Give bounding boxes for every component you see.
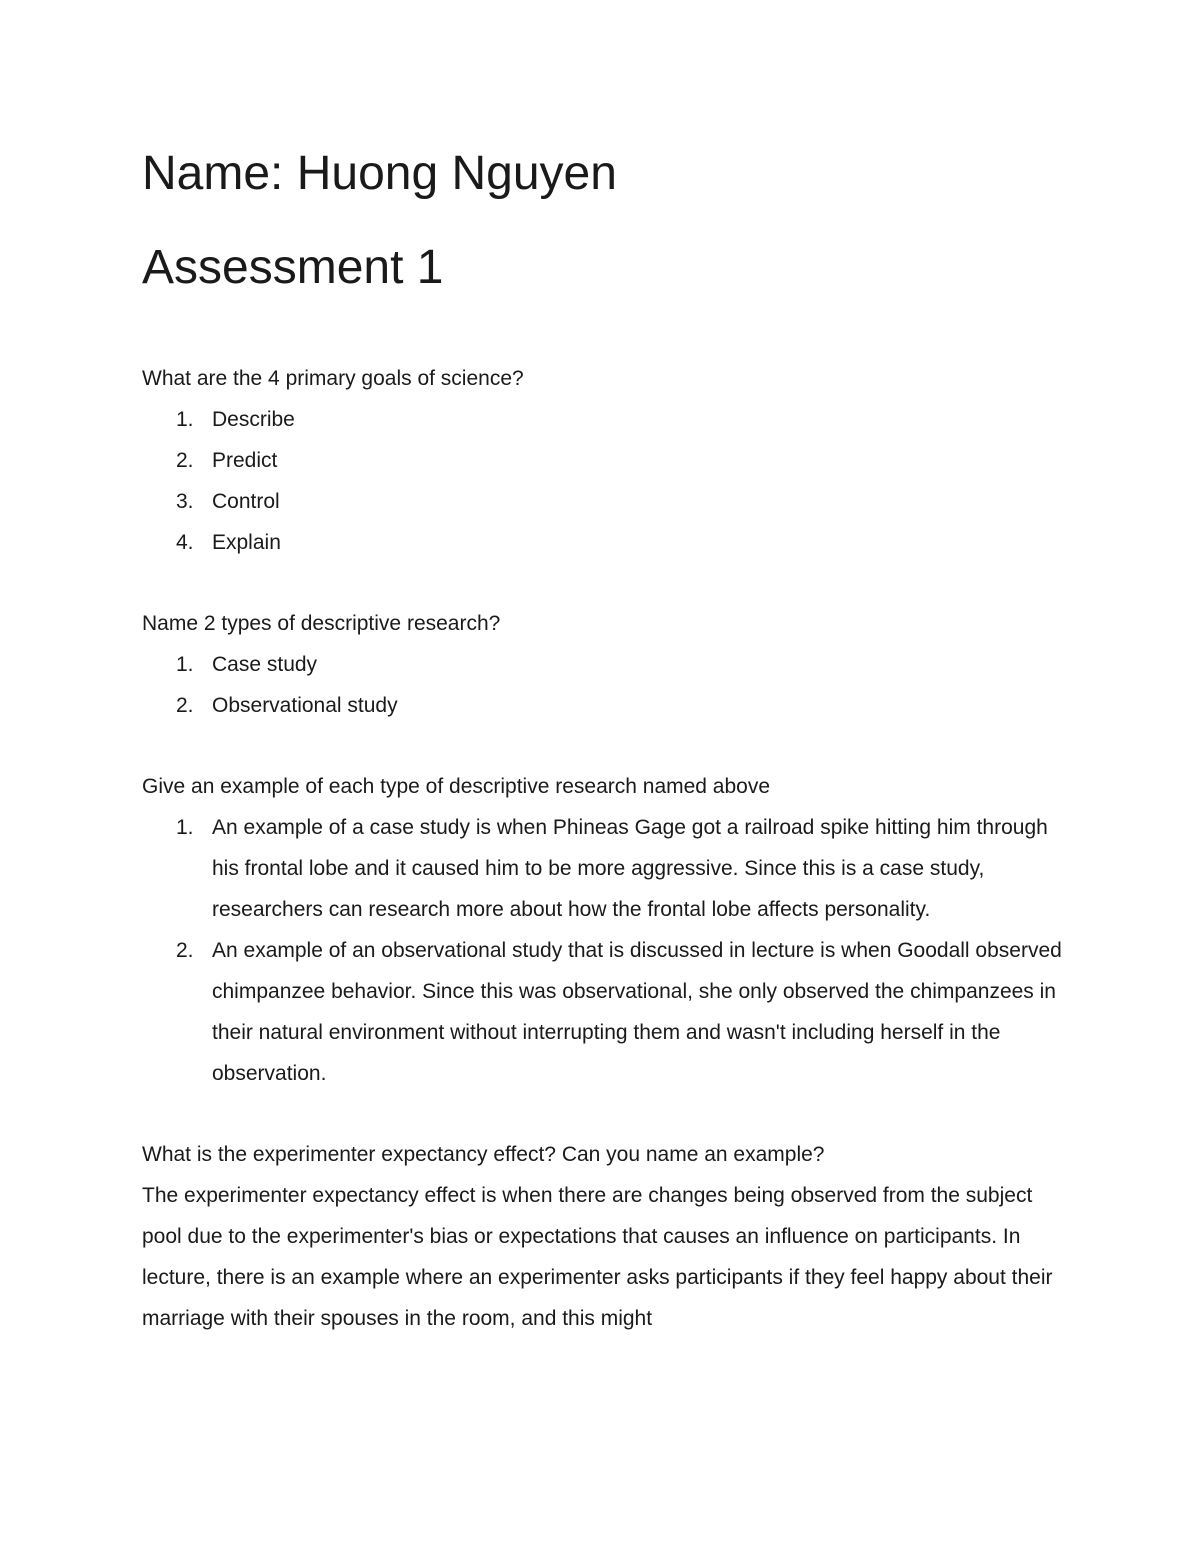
list-item-text: Control (212, 490, 280, 513)
list-item (142, 399, 1062, 440)
list-item-text: Observational study (212, 694, 398, 717)
list-number: 1. (176, 408, 194, 431)
list-item-text: Describe (212, 408, 295, 431)
list-item-text: Predict (212, 449, 278, 472)
list-item (142, 644, 1062, 685)
list-item-text: An example of a case study is when Phineas Gage got a railroad spike hitting him through his frontal lobe and it caused him to be more aggressive. Since this is a case study, researchers can research more about how the frontal lobe affects personality. (212, 816, 1048, 921)
answer-list (142, 807, 1062, 1094)
list-item (142, 685, 1062, 726)
question-section-examples (142, 766, 1062, 1094)
list-number: 2. (176, 449, 194, 472)
list-number: 4. (176, 531, 194, 554)
question-text: Give an example of each type of descriptive research named above (142, 775, 771, 798)
answer-list (142, 399, 1062, 563)
assessment-title: Assessment 1 (142, 241, 444, 294)
list-item-text: An example of an observational study that is discussed in lecture is when Goodall observed chimpanzee behavior. Since this was observational, she only observed the chimpanzees in their natural environment without interrupting them and wasn't including herself in the observation. (212, 939, 1062, 1085)
list-item (142, 440, 1062, 481)
question-section-descriptive-types (142, 603, 1062, 726)
question-section-expectancy-effect (142, 1134, 1062, 1339)
answer-list (142, 644, 1062, 726)
list-item-text: Case study (212, 653, 318, 676)
document-content (142, 140, 1062, 1339)
list-number: 2. (176, 694, 194, 717)
answer-paragraph: The experimenter expectancy effect is when there are changes being observed from the subject pool due to the experimenter's bias or expectations that causes an influence on participants. In lecture, there is an example where an experimenter asks participants if they feel happy about their marriage with their spouses in the room, and this might (142, 1184, 1053, 1330)
question-text: What are the 4 primary goals of science? (142, 367, 524, 390)
question-section-goals (142, 358, 1062, 563)
list-number: 1. (176, 653, 194, 676)
list-number: 3. (176, 490, 194, 513)
question-text: What is the experimenter expectancy effect? Can you name an example? (142, 1143, 825, 1166)
list-number: 1. (176, 816, 194, 839)
question-text: Name 2 types of descriptive research? (142, 612, 501, 635)
list-item-text: Explain (212, 531, 281, 554)
list-item (142, 807, 1062, 930)
name-heading: Name: Huong Nguyen (142, 147, 617, 200)
list-item (142, 481, 1062, 522)
list-item (142, 930, 1062, 1094)
list-number: 2. (176, 939, 194, 962)
list-item (142, 522, 1062, 563)
